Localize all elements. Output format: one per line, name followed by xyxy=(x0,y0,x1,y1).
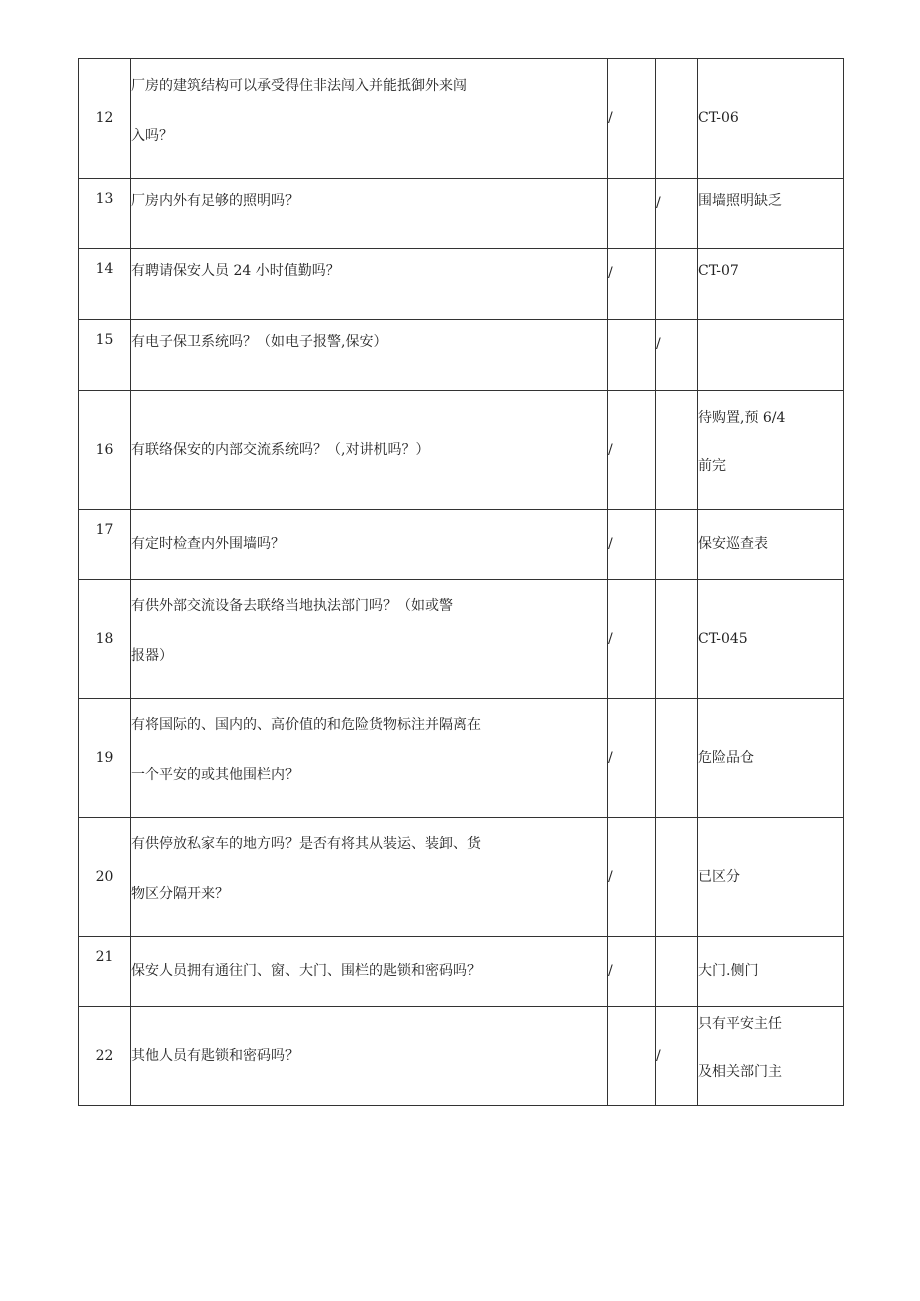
question-cell: 有定时检查内外围墙吗？ xyxy=(131,510,608,580)
table-row xyxy=(79,510,844,580)
row-number: 20 xyxy=(79,818,131,937)
table-row xyxy=(79,699,844,818)
question-line: 有供外部交流设备去联络当地执法部门吗？（如或警 xyxy=(131,598,453,614)
no-mark xyxy=(656,580,698,699)
remark-cell: CT-07 xyxy=(698,249,844,320)
no-mark xyxy=(656,699,698,818)
question-line: 厂房的建筑结构可以承受得住非法闯入并能抵御外来闯 xyxy=(131,77,467,94)
question-cell xyxy=(131,818,608,937)
table-row xyxy=(79,249,844,320)
remark-cell: CT-045 xyxy=(698,580,844,699)
remark-cell: 已区分 xyxy=(698,818,844,937)
table-row xyxy=(79,320,844,391)
yes-mark xyxy=(608,179,656,249)
remark-cell: 危险品仓 xyxy=(698,699,844,818)
no-mark xyxy=(656,249,698,320)
remark-cell xyxy=(698,320,844,391)
row-number: 21 xyxy=(79,937,131,1007)
remark-cell: 保安巡查表 xyxy=(698,510,844,580)
question-line: 报器） xyxy=(131,648,173,664)
yes-mark: / xyxy=(608,391,656,510)
yes-mark: / xyxy=(608,818,656,937)
remark-cell: CT-06 xyxy=(698,59,844,179)
remark-line: 待购置,预 6/4 xyxy=(698,410,786,426)
question-line: 有将国际的、国内的、高价值的和危险货物标注并隔离在 xyxy=(131,717,481,733)
no-mark xyxy=(656,818,698,937)
row-number: 13 xyxy=(79,179,131,249)
remark-cell xyxy=(698,391,844,510)
yes-mark xyxy=(608,1007,656,1106)
question-cell: 有聘请保安人员 24 小时值勤吗？ xyxy=(131,249,608,320)
row-number: 16 xyxy=(79,391,131,510)
table-row xyxy=(79,937,844,1007)
table-row xyxy=(79,59,844,179)
yes-mark: / xyxy=(608,937,656,1007)
question-cell: 厂房内外有足够的照明吗？ xyxy=(131,179,608,249)
table-row xyxy=(79,818,844,937)
yes-mark: / xyxy=(608,510,656,580)
remark-cell xyxy=(698,1007,844,1106)
no-mark xyxy=(656,391,698,510)
no-mark: / xyxy=(656,179,698,249)
security-checklist-table xyxy=(78,58,844,1106)
table-row xyxy=(79,1007,844,1106)
question-cell: 有电子保卫系统吗？（如电子报警,保安） xyxy=(131,320,608,391)
question-cell: 其他人员有匙锁和密码吗？ xyxy=(131,1007,608,1106)
remark-cell: 围墙照明缺乏 xyxy=(698,179,844,249)
question-cell xyxy=(131,699,608,818)
question-cell: 保安人员拥有通往门、窗、大门、围栏的匙锁和密码吗？ xyxy=(131,937,608,1007)
yes-mark xyxy=(608,320,656,391)
table-row xyxy=(79,391,844,510)
question-line: 一个平安的或其他围栏内？ xyxy=(131,767,299,783)
remark-line: 前完 xyxy=(698,458,726,474)
question-line: 有供停放私家车的地方吗？是否有将其从装运、装卸、货 xyxy=(131,836,481,852)
no-mark xyxy=(656,937,698,1007)
row-number: 19 xyxy=(79,699,131,818)
question-line: 物区分隔开来？ xyxy=(131,886,229,902)
yes-mark: / xyxy=(608,580,656,699)
no-mark: / xyxy=(656,1007,698,1106)
row-number: 12 xyxy=(79,59,131,179)
row-number: 22 xyxy=(79,1007,131,1106)
row-number: 17 xyxy=(79,510,131,580)
yes-mark: / xyxy=(608,59,656,179)
table-row xyxy=(79,179,844,249)
question-cell xyxy=(131,59,608,179)
row-number: 14 xyxy=(79,249,131,320)
question-line: 入吗？ xyxy=(131,127,173,144)
yes-mark: / xyxy=(608,249,656,320)
no-mark xyxy=(656,59,698,179)
no-mark: / xyxy=(656,320,698,391)
question-cell xyxy=(131,580,608,699)
no-mark xyxy=(656,510,698,580)
row-number: 18 xyxy=(79,580,131,699)
table-row xyxy=(79,580,844,699)
question-cell: 有联络保安的内部交流系统吗？（,对讲机吗？） xyxy=(131,391,608,510)
remark-cell: 大门.侧门 xyxy=(698,937,844,1007)
remark-line: 及相关部门主 xyxy=(698,1064,782,1080)
yes-mark: / xyxy=(608,699,656,818)
remark-line: 只有平安主任 xyxy=(698,1016,782,1032)
row-number: 15 xyxy=(79,320,131,391)
